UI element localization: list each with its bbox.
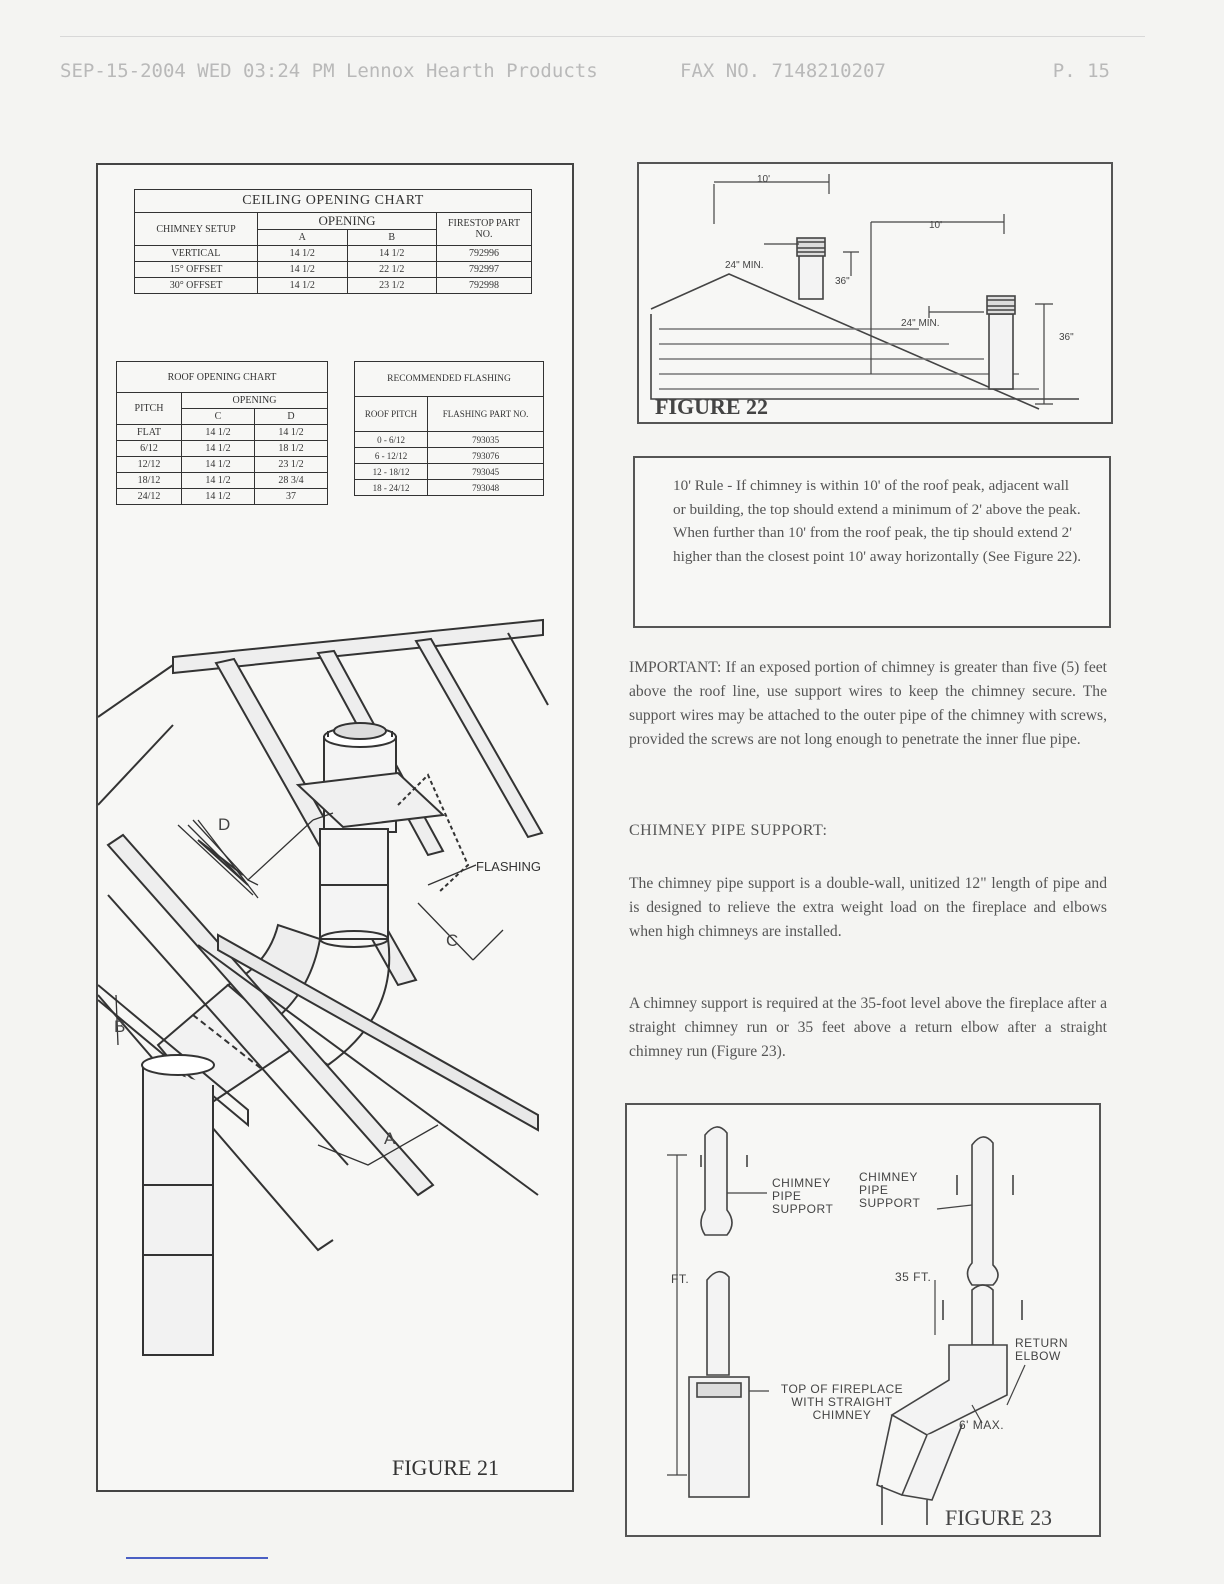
dim-b-label: B	[114, 1017, 126, 1036]
setup-cell: VERTICAL	[135, 246, 258, 262]
d-cell: 23 1/2	[255, 457, 328, 473]
figure-21-label: FIGURE 21	[392, 1455, 499, 1480]
pitch-cell: 18/12	[117, 473, 182, 489]
fax-header-left: SEP-15-2004 WED 03:24 PM Lennox Hearth Products	[60, 60, 598, 82]
chimney-pipe-support-left: CHIMNEY PIPE SUPPORT	[772, 1176, 834, 1216]
b-cell: 14 1/2	[347, 246, 437, 262]
a-cell: 14 1/2	[258, 262, 348, 278]
col-chimney-setup: CHIMNEY SETUP	[135, 213, 258, 246]
part-cell: 792996	[437, 246, 532, 262]
col-roof-pitch: ROOF PITCH	[355, 397, 428, 432]
d-cell: 28 3/4	[255, 473, 328, 489]
ceiling-chart-title: CEILING OPENING CHART	[135, 190, 532, 213]
pitch-cell: FLAT	[117, 425, 182, 441]
ft-35-label: 35 FT.	[895, 1270, 932, 1284]
col-c: C	[182, 409, 255, 425]
c-cell: 14 1/2	[182, 457, 255, 473]
d-cell: 37	[255, 489, 328, 505]
col-b: B	[347, 230, 437, 246]
pitch-cell: 18 - 24/12	[355, 480, 428, 496]
part-cell: 792997	[437, 262, 532, 278]
a-cell: 14 1/2	[258, 278, 348, 294]
min-24-right: 24" MIN.	[901, 318, 940, 329]
roof-chart-title: ROOF OPENING CHART	[117, 362, 328, 393]
chimney-pipe-support-right: CHIMNEY PIPE SUPPORT	[859, 1170, 921, 1210]
dim-c-label: C	[446, 931, 459, 950]
pitch-cell: 24/12	[117, 489, 182, 505]
part-cell: 793045	[428, 464, 544, 480]
d-cell: 14 1/2	[255, 425, 328, 441]
col-flashing-part: FLASHING PART NO.	[428, 397, 544, 432]
part-cell: 793076	[428, 448, 544, 464]
col-a: A	[258, 230, 348, 246]
chimney-installation-drawing	[98, 165, 572, 1490]
figure-22-panel	[637, 162, 1113, 424]
height-36-right: 36"	[1059, 332, 1074, 343]
ten-foot-rule-drawing	[639, 164, 1111, 422]
dim-10-right: 10'	[929, 220, 943, 231]
flashing-label: FLASHING	[476, 859, 542, 874]
dim-d-label: D	[218, 815, 231, 834]
pitch-cell: 12 - 18/12	[355, 464, 428, 480]
fax-header-number: FAX NO. 7148210207	[680, 60, 886, 82]
figure-23-panel	[625, 1103, 1101, 1537]
max-6-label: 6' MAX.	[959, 1418, 1005, 1432]
b-cell: 22 1/2	[347, 262, 437, 278]
figure-23-label: FIGURE 23	[945, 1505, 1052, 1530]
setup-cell: 30° OFFSET	[135, 278, 258, 294]
support-paragraph-2: A chimney support is required at the 35-foot level above the fireplace after a straight chimney run or 35 feet above a return elbow after a straight chimney run (Figure 23).	[629, 995, 1107, 1060]
min-24-left: 24" MIN.	[725, 260, 764, 271]
pitch-cell: 6/12	[117, 441, 182, 457]
d-cell: 18 1/2	[255, 441, 328, 457]
dim-a-label: A	[384, 1129, 396, 1148]
a-cell: 14 1/2	[258, 246, 348, 262]
top-of-fireplace-label: TOP OF FIREPLACE WITH STRAIGHT CHIMNEY	[780, 1382, 904, 1422]
ft-left-label: FT.	[671, 1272, 690, 1286]
part-cell: 793048	[428, 480, 544, 496]
figure-21-panel	[96, 163, 574, 1492]
chimney-pipe-support-heading: CHIMNEY PIPE SUPPORT:	[629, 822, 828, 839]
c-cell: 14 1/2	[182, 441, 255, 457]
fax-header-page: P. 15	[1052, 60, 1110, 82]
pitch-cell: 6 - 12/12	[355, 448, 428, 464]
footer-link-underline	[126, 1557, 268, 1559]
important-paragraph: IMPORTANT: If an exposed portion of chimney is greater than five (5) feet above the roof line, use support wires to keep the chimney secure. The support wires may be attached to the outer pipe of the chimney with screws, provided the screws are not long enough to penetrate the inner flue pipe.	[629, 659, 1107, 748]
ten-foot-rule-box	[633, 456, 1111, 628]
part-cell: 792998	[437, 278, 532, 294]
dim-10-left: 10'	[757, 174, 771, 185]
fax-header	[60, 52, 1150, 92]
col-firestop: FIRESTOP PART NO.	[437, 213, 532, 246]
ten-foot-rule-text: 10' Rule - If chimney is within 10' of the roof peak, adjacent wall or building, the top should extend a minimum of 2' above the peak. When further than 10' from the roof peak, the tip should extend 2' higher than the closest point 10' away horizontally (See Figure 22).	[673, 477, 1082, 565]
col-opening: OPENING	[182, 393, 328, 409]
flashing-chart-title: RECOMMENDED FLASHING	[355, 362, 544, 397]
col-opening: OPENING	[258, 213, 437, 230]
top-rule	[60, 36, 1145, 37]
setup-cell: 15° OFFSET	[135, 262, 258, 278]
support-paragraph-1: The chimney pipe support is a double-wall, unitized 12" length of pipe and is designed to relieve the extra weight load on the fireplace and elbows when high chimneys are installed.	[629, 875, 1107, 940]
pitch-cell: 0 - 6/12	[355, 432, 428, 448]
height-36-left: 36"	[835, 276, 850, 287]
c-cell: 14 1/2	[182, 489, 255, 505]
part-cell: 793035	[428, 432, 544, 448]
figure-22-label: FIGURE 22	[655, 394, 769, 419]
col-d: D	[255, 409, 328, 425]
pitch-cell: 12/12	[117, 457, 182, 473]
col-pitch: PITCH	[117, 393, 182, 425]
c-cell: 14 1/2	[182, 425, 255, 441]
c-cell: 14 1/2	[182, 473, 255, 489]
b-cell: 23 1/2	[347, 278, 437, 294]
return-elbow-label: RETURN ELBOW	[1015, 1336, 1068, 1363]
